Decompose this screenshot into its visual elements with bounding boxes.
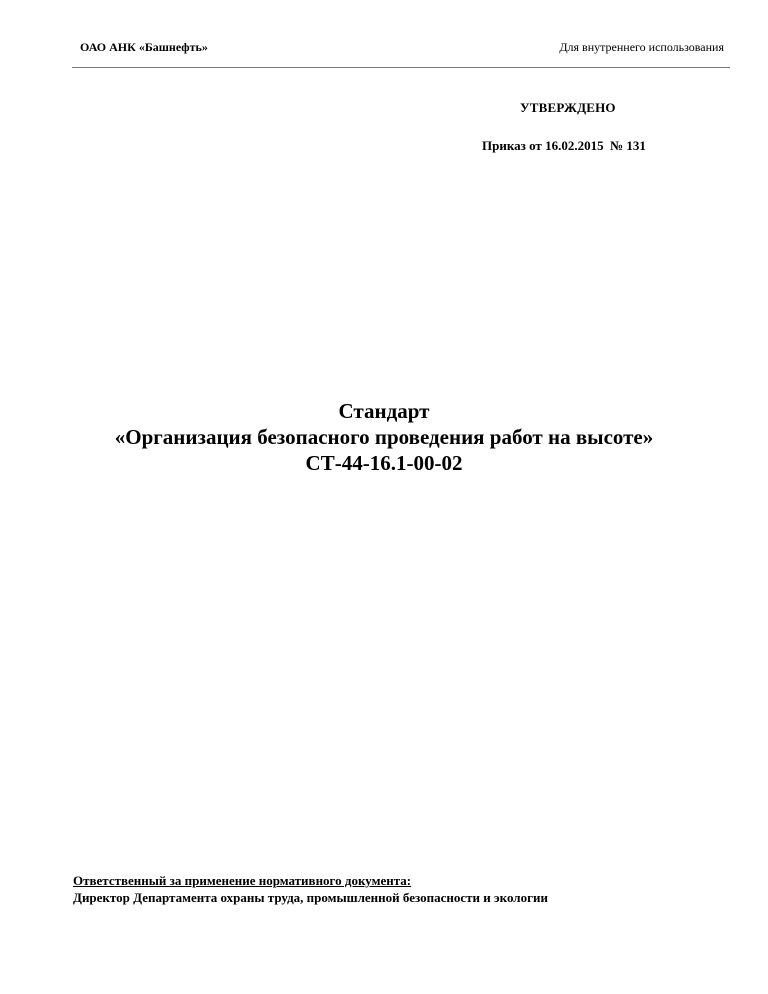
- document-title: [0, 398, 768, 476]
- approval-order: Приказ от 16.02.2015 № 131: [482, 138, 646, 153]
- responsible-block: [73, 872, 548, 906]
- header-divider: [72, 67, 730, 68]
- title-name: «Организация безопасного проведения работ на высоте»: [114, 425, 654, 449]
- responsible-person: Директор Департамента охраны труда, промышленной безопасности и экологии: [73, 890, 548, 905]
- company-name: ОАО АНК «Башнефть»: [80, 40, 208, 54]
- classification-label: Для внутреннего использования: [559, 40, 724, 54]
- title-type: Стандарт: [338, 399, 430, 423]
- approval-stamp: УТВЕРЖДЕНО: [520, 100, 616, 115]
- responsible-label: Ответственный за применение нормативного документа:: [73, 873, 412, 888]
- title-code: СТ-44-16.1-00-02: [305, 451, 463, 475]
